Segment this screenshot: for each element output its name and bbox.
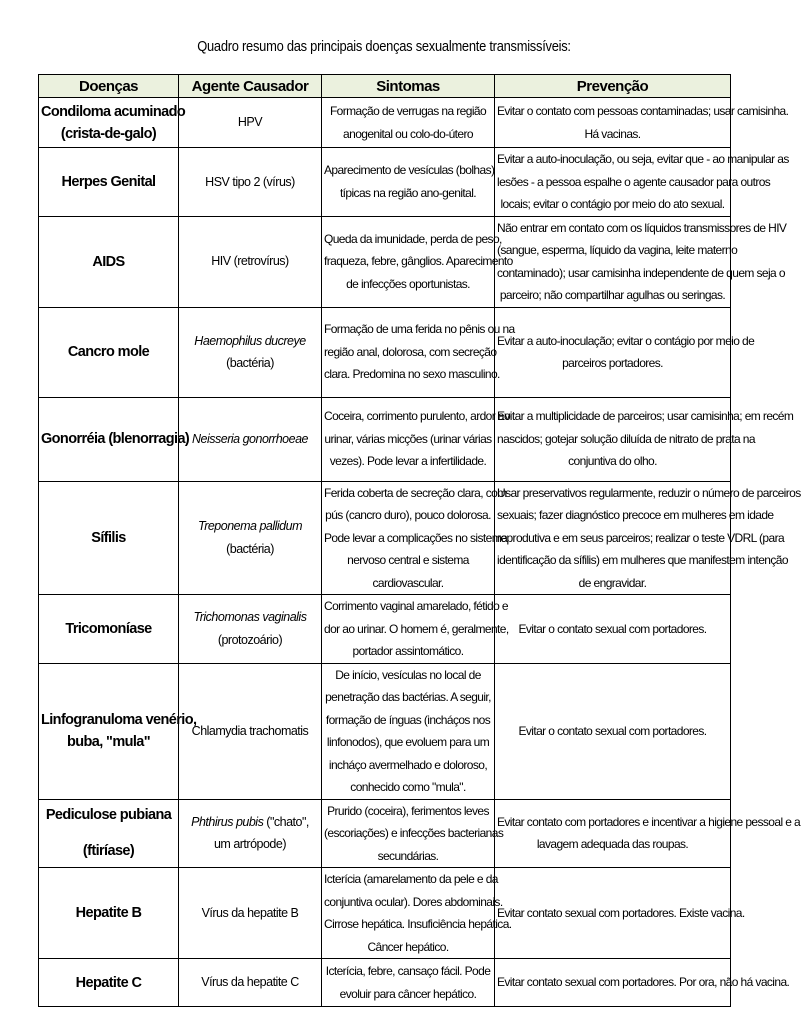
prevention-line: Evitar contato com portadores e incentivar a higiene pessoal e a [497,814,801,829]
agent-scientific-name: Haemophilus ducreye [194,333,306,348]
symptoms-cell [322,799,504,868]
table-row [39,307,731,397]
table-row [39,799,731,868]
disease-cell [39,595,179,664]
symptoms-cell [322,216,513,307]
symptoms-line: Formação de verrugas na região [329,104,487,118]
agent-text: HIV (retrovírus) [211,254,289,269]
disease-cell [39,98,186,148]
agent-scientific-name: Trichomonas vaginalis [193,610,307,625]
table-row [39,959,731,1007]
symptoms-line: Pode levar a complicações no sistema [324,530,508,545]
symptoms-line: conjuntiva ocular). Dores abdominais. [324,894,503,909]
header-prevencao: Prevenção [495,75,731,98]
symptoms-line: pús (cancro duro), pouco dolorosa. [325,508,491,522]
disease-name: Gonorréia (blenorragia) [41,431,190,447]
symptoms-line: Coceira, corrimento purulento, ardor ao [324,409,511,424]
disease-name: Hepatite C [75,974,142,991]
prevention-cell [495,98,789,148]
table-row [39,98,731,148]
symptoms-cell [322,98,495,148]
prevention-line: Evitar o contato sexual com portadores. [518,621,707,636]
symptoms-line: Formação de uma ferida no pênis ou na [324,322,515,337]
prevention-line: conjuntiva do olho. [568,454,657,469]
disease-name: Hepatite B [75,905,142,921]
agent-text: HPV [237,115,263,130]
table-header-row [39,75,731,98]
disease-name: Herpes Genital [61,173,156,190]
agent-text: (bactéria) [226,356,274,370]
prevention-line: Evitar a multiplicidade de parceiros; usar camisinha; em recém [497,409,794,424]
agent-line [181,811,319,834]
disease-name: Cancro mole [67,344,150,360]
symptoms-cell [322,148,495,217]
prevention-cell [495,663,731,799]
agent-suffix: ("chato", [263,814,309,829]
disease-name: buba, "mula" [66,734,151,750]
symptoms-line: Prurido (coceira), ferimentos leves [327,803,489,818]
spacer [41,826,176,840]
prevention-line: reprodutiva e em seus parceiros; realizar o teste VDRL (para [497,530,785,545]
disease-cell [39,216,179,307]
symptoms-line: De início, vesículas no local de [335,667,481,682]
symptoms-cell [322,663,495,799]
prevention-cell [495,148,789,217]
agent-scientific-name: Neisseria gonorrhoeae [192,431,308,446]
symptoms-line: formação de ínguas (incháços nos [325,712,491,727]
agent-cell [179,595,322,664]
symptoms-line: Icterícia, febre, cansaço fácil. Pode [325,964,491,978]
symptoms-line: linfonodos), que evoluem para um [326,735,490,749]
prevention-line: Evitar o contato sexual com portadores. [518,723,707,738]
symptoms-cell [322,595,509,664]
prevention-line: Não entrar em contato com os líquidos transmissores de HIV [497,220,787,235]
symptoms-line: Cirrose hepática. Insuficiência hepática. [324,917,512,931]
symptoms-line: Ferida coberta de secreção clara, com [324,485,507,500]
prevention-cell [495,397,794,481]
symptoms-line: evoluir para câncer hepático. [339,986,477,1001]
prevention-line: locais; evitar o contágio por meio do ato sexual. [500,197,725,211]
disease-cell [39,959,179,1007]
agent-scientific-name: Treponema pallidum [197,519,303,534]
table-row [39,481,731,595]
agent-cell [179,216,322,307]
symptoms-line: clara. Predomina no sexo masculino. [324,367,500,382]
symptoms-line: penetração das bactérias. A seguir, [325,690,491,704]
agent-cell [179,959,322,1007]
prevention-line: Evitar a auto-inoculação, ou seja, evitar que - ao manipular as [497,152,789,166]
table-row [39,148,731,217]
disease-name: Linfogranuloma venério, [41,712,197,728]
agent-cell [179,799,322,868]
header-agente-causador: Agente Causador [179,75,322,98]
symptoms-line: típicas na região ano-genital. [339,185,477,200]
prevention-line: Usar preservativos regularmente, reduzir o número de parceiros [497,485,801,500]
symptoms-line: Corrimento vaginal amarelado, fétido e [324,599,508,613]
symptoms-line: cardiovascular. [372,575,444,590]
prevention-line: Evitar contato sexual com portadores. Por ora, não há vacina. [497,975,790,990]
prevention-line: Evitar contato sexual com portadores. Existe vacina. [497,905,745,920]
table-row [39,397,731,481]
symptoms-line: Icterícia (amarelamento da pele e da [324,872,498,886]
agent-line [181,428,319,451]
table-row [39,663,731,799]
symptoms-line: Queda da imunidade, perda de peso, [324,231,502,246]
symptoms-cell [322,481,508,595]
prevention-line: contaminado); usar camisinha independente de quem seja o [497,265,785,280]
prevention-cell [495,868,745,959]
page-title: Quadro resumo das principais doenças sexualmente transmissíveis: [197,38,571,55]
disease-name: (crista-de-galo) [60,125,157,142]
prevention-line: parceiros portadores. [562,356,663,370]
disease-name: (ftiríase) [82,843,135,860]
disease-name: AIDS [92,253,125,270]
prevention-line: lesões - a pessoa espalhe o agente causador para outros [497,174,771,189]
agent-text: um artrópode) [213,837,286,852]
disease-name: Tricomoníase [65,620,152,637]
prevention-cell [495,216,787,307]
agent-text: Chlamydia trachomatis [191,723,309,738]
symptoms-line: Aparecimento de vesículas (bolhas) [324,163,495,178]
symptoms-line: incháço avermelhado e doloroso, [328,757,488,772]
prevention-line: de engravidar. [578,575,647,590]
disease-name: Condiloma acuminado [41,103,186,120]
disease-cell [39,148,179,217]
symptoms-line: portador assintomático. [352,644,464,658]
symptoms-line: vezes). Pode levar a infertilidade. [329,454,487,469]
agent-text: Vírus da hepatite C [201,975,299,990]
agent-text: (protozoário) [217,632,283,647]
symptoms-line: urinar, várias micções (urinar várias [324,431,492,446]
symptoms-line: secundárias. [377,848,439,863]
prevention-cell [495,307,755,397]
symptoms-line: (escoriações) e infecções bacterianas [324,826,504,840]
table-row [39,868,731,959]
symptoms-line: anogenital ou colo-do-útero [343,126,473,141]
disease-cell [39,799,179,868]
agent-line [181,606,319,629]
table-row [39,216,731,307]
agent-cell [179,98,322,148]
agent-scientific-name: Phthirus pubis [191,814,264,829]
prevention-line: Evitar o contato com pessoas contaminadas; usar camisinha. [497,104,789,118]
agent-text: Vírus da hepatite B [201,905,299,920]
disease-cell [39,307,179,397]
disease-cell [39,663,197,799]
symptoms-line: de infecções oportunistas. [346,276,470,291]
std-summary-table [38,74,801,1007]
agent-cell [179,148,322,217]
symptoms-line: região anal, dolorosa, com secreção [324,344,497,359]
disease-name: Pediculose pubiana [45,807,172,824]
symptoms-cell [322,307,515,397]
prevention-line: lavagem adequada das roupas. [536,837,689,852]
agent-cell [179,868,322,959]
table-row [39,595,731,664]
symptoms-line: dor ao urinar. O homem é, geralmente, [324,621,509,636]
prevention-cell [495,595,731,664]
symptoms-cell [322,868,512,959]
prevention-cell [495,959,790,1007]
symptoms-line: nervoso central e sistema [347,553,469,567]
agent-line [181,515,319,538]
symptoms-line: Câncer hepático. [367,939,449,954]
disease-name: Sífilis [91,529,126,546]
agent-line [181,330,319,353]
prevention-line: Há vacinas. [584,126,641,141]
agent-cell [179,481,322,595]
disease-cell [39,481,179,595]
prevention-cell [495,481,801,595]
prevention-line: (sangue, esperma, líquido da vagina, leite materno [497,243,738,257]
disease-cell [39,868,179,959]
prevention-line: parceiro; não compartilhar agulhas ou seringas. [499,288,726,302]
agent-text: (bactéria) [226,541,274,556]
symptoms-line: conhecido como "mula". [350,780,466,794]
symptoms-line: fraqueza, febre, gânglios. Aparecimento [324,254,513,269]
prevention-cell [495,799,801,868]
prevention-line: sexuais; fazer diagnóstico precoce em mulheres em idade [497,508,774,522]
prevention-line: nascidos; gotejar solução diluída de nitrato de prata na [497,431,755,446]
disease-cell [39,397,190,481]
symptoms-cell [322,959,495,1007]
header-doencas: Doenças [39,75,179,98]
agent-cell [179,663,322,799]
header-sintomas: Sintomas [322,75,495,98]
prevention-line: identificação da sífilis) em mulheres que manifestem intenção [497,553,788,567]
agent-cell [179,397,322,481]
agent-cell [179,307,322,397]
symptoms-cell [322,397,511,481]
prevention-line: Evitar a auto-inoculação; evitar o contágio por meio de [497,333,755,348]
agent-text: HSV tipo 2 (vírus) [205,174,295,189]
